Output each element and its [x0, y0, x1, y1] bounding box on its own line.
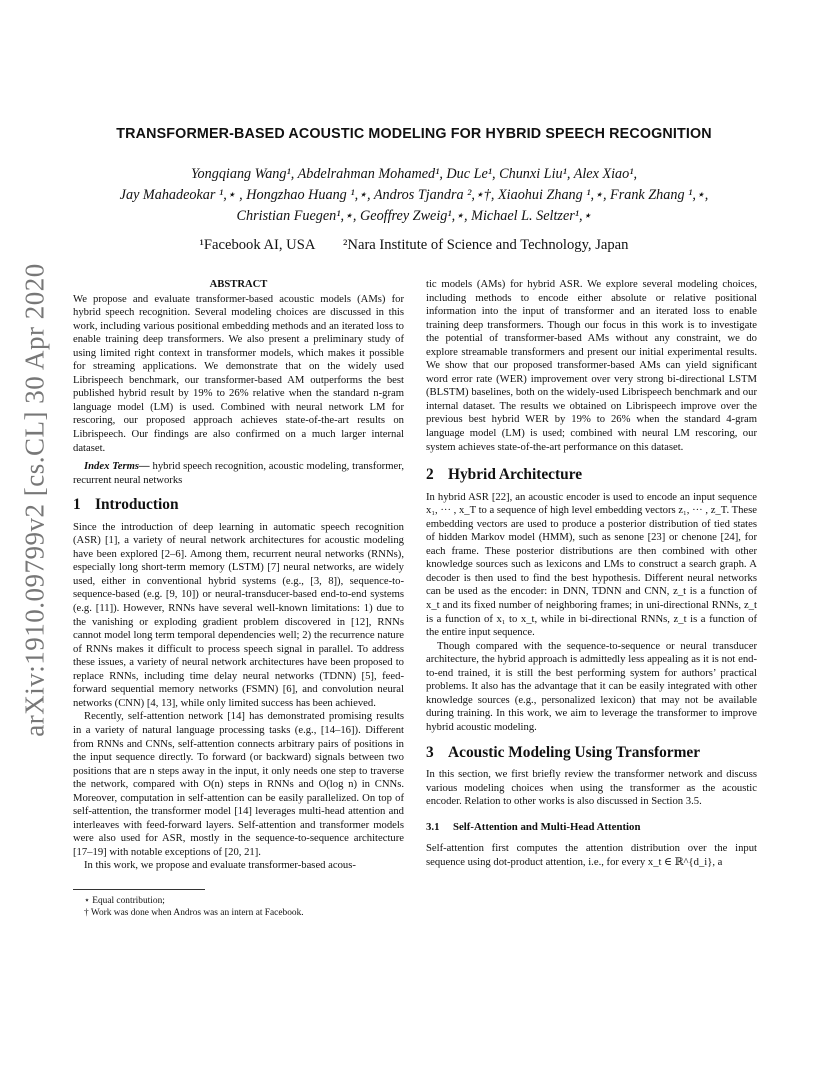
footnote-divider: [73, 889, 205, 890]
section-3-1-title: Self-Attention and Multi-Head Attention: [453, 820, 641, 833]
section-3-title: Acoustic Modeling Using Transformer: [448, 743, 701, 761]
acoustic-modeling-paragraph-1: In this section, we first briefly review the transformer network and discuss various modeling choices when using the transformer as the acoustic encoder. Relation to other works is also discussed in Section 3.5.: [426, 769, 757, 808]
index-terms: [73, 460, 404, 487]
section-1-heading: [73, 498, 404, 512]
section-3-1-heading: [426, 821, 757, 835]
section-2-title: Hybrid Architecture: [448, 466, 583, 484]
section-1-number: 1: [73, 496, 81, 514]
footnote-equal-contribution: ⋆ Equal contribution;: [84, 895, 165, 906]
self-attention-paragraph-1: Self-attention first computes the attention distribution over the input sequence using dot-product attention, i.e., for every x_t ∈ ℝ^{d_i}, a: [426, 843, 757, 868]
hybrid-paragraph-2: Though compared with the sequence-to-sequence or neural transducer architecture, the hybrid approach is admittedly less appealing as it is not end-to-end trained, it is still the best performing system for authors’ practical problems. It also has the advantage that it can be easily integrated with other knowledge sources (e.g., personalized lexicon) that may not be available during training. In this work, we aim to leverage the transformer to improve hybrid acoustic modeling.: [426, 640, 757, 733]
index-terms-label: Index Terms—: [84, 461, 150, 473]
hybrid-paragraph-1: In hybrid ASR [22], an acoustic encoder is used to encode an input sequence x₁, ··· , x_T to a sequence of high level embedding vectors z₁, ··· , z_T. These embedding vectors are used to produce a posterior distribution of tied states of hidden Markov model (HMM), such as senone [23] or chenone [24], for each frame. These posterior distributions are then combined with other knowledge sources such as lexicons and LMs to construct a search graph. A decoder is then used to find the best hypothesis. Different neural networks can be used as the encoder: in DNN, TDNN and CNN, z_t is a function of x_t and its fixed number of neighboring frames; in uni-directional RNNs, z_t is a function of x₁ to x_t, while in bi-directional RNNs, z_t is a function of the entire input sequence.: [426, 491, 757, 639]
right-column: [426, 278, 757, 869]
abstract-heading: ABSTRACT: [209, 279, 268, 290]
affiliations: [0, 237, 828, 254]
authors-line-1: Yongqiang Wang¹, Abdelrahman Mohamed¹, Duc Le¹, Chunxi Liu¹, Alex Xiao¹,: [190, 166, 638, 182]
intro-paragraph-1: Since the introduction of deep learning in automatic speech recognition (ASR) [1], a variety of neural network architectures for acoustic modeling have been explored [2–6]. Among them, recurrent neural networks (RNNs), especially long short-term memory (LSTM) [7] neural networks, are widely used, either in conventional hybrid systems (e.g., [3, 8]), sequence-to-sequence-based (e.g. [9, 10]) or neural-transducer-based end-to-end systems (e.g. [11]). However, RNNs have several well-known limitations: 1) due to the vanishing or exploding gradient problem discovered in [12], RNNs cannot model long term temporal dependencies well; 2) the recurrence nature of RNNs makes it difficult to process speech signal in parallel. To address these issues, a variety of neural network architectures have been proposed to replace RNNs, including time delay neural networks (TDNN) [5], feed-forward sequential memory networks (FSMN) [6], and convolution neural networks (CNN) [4, 13], while only limited success has been achieved.: [73, 521, 404, 709]
authors-line-3: Christian Fuegen¹,⋆, Geoffrey Zweig¹,⋆, Michael L. Seltzer¹,⋆: [236, 208, 592, 224]
section-3-number: 3: [426, 743, 434, 761]
index-terms-text: hybrid speech recognition, acoustic modeling, transformer, recurrent neural networks: [73, 461, 404, 486]
authors-line-2: Jay Mahadeokar ¹,⋆ , Hongzhao Huang ¹,⋆, Andros Tjandra ²,⋆†, Xiaohui Zhang ¹,⋆, Frank Zhang ¹,⋆,: [119, 187, 709, 203]
section-2-heading: [426, 468, 757, 482]
section-3-heading: [426, 743, 757, 761]
footnote-intern: † Work was done when Andros was an intern at Facebook.: [84, 907, 304, 918]
section-1-title: Introduction: [95, 496, 179, 514]
section-3-1-number: 3.1: [426, 820, 440, 833]
author-list: [0, 164, 828, 227]
abstract-text: We propose and evaluate transformer-based acoustic models (AMs) for hybrid speech recognition. Several modeling choices are discussed in this work, including various positional embedding methods and an iterated loss to enable training deep transformers. We also present a preliminary study of using limited right context in transformer models, which makes it possible for streaming applications. We demonstrate that on the widely used Librispeech benchmark, our transformer-based AM outperforms the best published hybrid result by 19% to 26% relative when the standard n-gram language model (LM) is used. Combined with neural network LM for rescoring, our proposed approach achieves state-of-the-art results on Librispeech. Our findings are also confirmed on a much larger internal dataset.: [73, 293, 404, 454]
intro-paragraph-3: In this work, we propose and evaluate transformer-based acous-: [84, 860, 356, 872]
arxiv-identifier-sidebar: [18, 263, 52, 737]
paper-title: TRANSFORMER-BASED ACOUSTIC MODELING FOR HYBRID SPEECH RECOGNITION: [116, 126, 712, 142]
intro-paragraph-3-continued: tic models (AMs) for hybrid ASR. We explore several modeling choices, including methods to encode either absolute or relative positional information into the input of transformer and an iterated loss to enable training deep transformers. Though our focus in this work is to investigate the potential of transformer-based AMs without any constraint, we do explore streamable transformers and present our initial experimental results. We show that our proposed transformer-based AMs can yield significant word error rate (WER) improvement over very strong bi-directional LSTM (BLSTM) baselines, both on the widely-used Librispeech benchmark and our internal dataset. The results we obtained on Librispeech improve over the previous best hybrid WER by 19% to 26% when the standard 4-gram language model (LM) is used; combined with neural LM rescoring, our system achieves state-of-the-art performance on this dataset.: [426, 279, 757, 453]
arxiv-id-text: arXiv:1910.09799v2 [cs.CL] 30 Apr 2020: [19, 263, 50, 737]
affiliation-facebook: ¹Facebook AI, USA: [199, 237, 316, 253]
affiliation-naist: ²Nara Institute of Science and Technology, Japan: [343, 237, 629, 253]
section-2-number: 2: [426, 466, 434, 484]
left-column: [73, 278, 404, 919]
intro-paragraph-2: Recently, self-attention network [14] has demonstrated promising results in a variety of natural language processing tasks (e.g., [14–16]). Different from RNNs and CNNs, self-attention connects arbitrary pairs of positions in the input sequence directly. To forward (or backward) signals between two positions that are n steps away in the input, it only needs one step to traverse the network, compared with O(n) steps in RNNs and O(log n) in CNNs. Moreover, computation in self-attention can be easily parallelized. On top of self-attention, the transformer model [14] leverages multi-head attention and interleaves with feed-forward layers. Self-attention and transformer models were also used for ASR, mostly in the sequence-to-sequence architecture [17–19] with notable exceptions of [20, 21].: [73, 711, 404, 858]
